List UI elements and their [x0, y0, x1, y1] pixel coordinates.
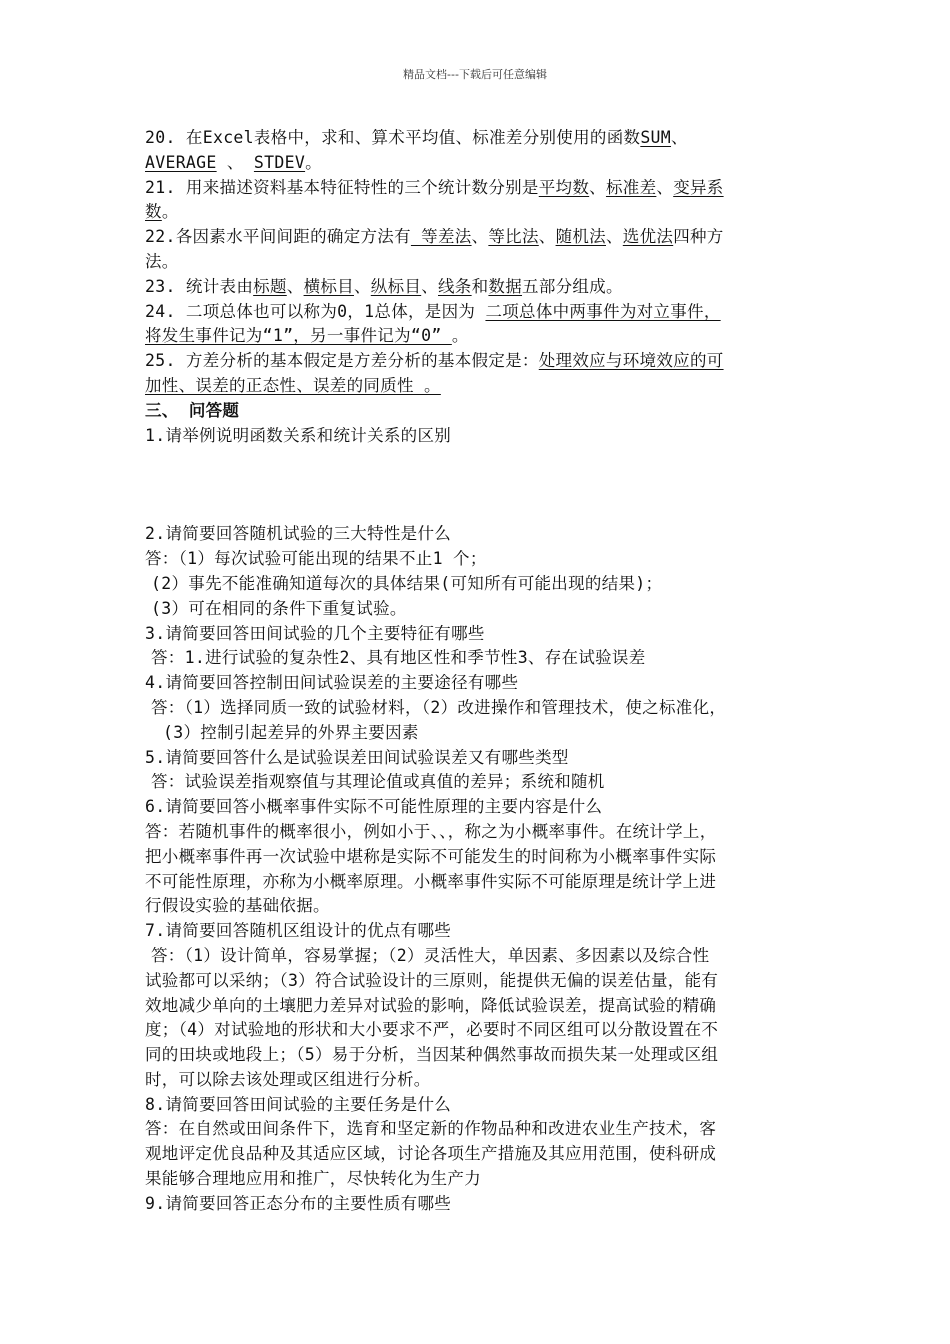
answer-underlined: 标题: [253, 276, 287, 296]
page-header: 精品文档---下载后可任意编辑: [403, 68, 547, 81]
answer-underlined: 线条: [438, 276, 472, 296]
answer-underlined: 随机法: [555, 227, 606, 247]
text-line: [145, 1068, 825, 1093]
text-span: 、: [286, 276, 304, 296]
text-line: [145, 622, 825, 647]
answer-underlined: 横标目: [303, 276, 354, 296]
text-line: [145, 572, 825, 597]
text-span: 。: [161, 202, 179, 222]
answer-underlined: AVERAGE: [145, 152, 217, 172]
text-span: 。: [305, 152, 322, 172]
text-span: 20. 在Excel表格中，求和、算术平均值、标准差分别使用的函数: [145, 128, 641, 147]
text-span: 答：（1）每次试验可能出现的结果不止1 个；: [145, 549, 487, 569]
text-line: [145, 944, 825, 969]
answer-underlined: 变异系: [673, 177, 724, 197]
text-span: 、: [353, 276, 371, 296]
text-line: [145, 919, 825, 944]
section-heading: [145, 399, 825, 424]
text-span: 答：试验误差指观察值与其理论值或真值的差异；系统和随机: [151, 772, 605, 792]
text-span: 、: [421, 276, 438, 296]
text-span: 效地减少单向的土壤肥力差异对试验的影响，降低试验误差，提高试验的精确: [145, 995, 717, 1015]
text-line: [145, 126, 825, 151]
text-span: 22.各因素水平间间距的确定方法有: [145, 227, 411, 247]
text-span: 24. 二项总体也可以称为0，1总体，是因为: [145, 301, 486, 321]
text-line: [145, 547, 825, 572]
text-line: [145, 1117, 825, 1142]
text-line: [145, 696, 825, 721]
text-line: [145, 597, 825, 622]
text-line: [145, 1142, 825, 1167]
text-span: 同的田块或地段上；（5）易于分析，当因某种偶然事故而损失某一处理或区组: [145, 1045, 719, 1065]
text-span: 行假设实验的基础依据。: [145, 896, 330, 916]
text-line: [145, 994, 825, 1019]
text-line: [145, 1167, 825, 1192]
text-span: 度；（4）对试验地的形状和大小要求不严，必要时不同区组可以分散设置在不: [145, 1020, 719, 1040]
text-line: [145, 1018, 825, 1043]
text-span: 和: [471, 276, 489, 296]
answer-underlined: 纵标目: [370, 276, 422, 296]
text-span: 果能够合理地应用和推广，尽快转化为生产力: [145, 1169, 481, 1189]
text-span: 21. 用来描述资料基本特征特性的三个统计数分别是: [145, 177, 539, 197]
text-line: [145, 1093, 825, 1118]
answer-underlined: 数: [145, 202, 162, 222]
text-span: 答：在自然或田间条件下，选育和坚定新的作物品种和改进农业生产技术，客: [145, 1119, 717, 1139]
text-line: [145, 770, 825, 795]
text-span: 法。: [145, 251, 179, 271]
answer-underlined: 等差法: [410, 227, 472, 247]
answer-underlined: 加性、误差的正态性、误差的同质性 。: [145, 375, 441, 395]
text-line: [145, 151, 825, 176]
text-line: [145, 746, 825, 771]
text-span: 8.请简要回答田间试验的主要任务是什么: [145, 1094, 452, 1114]
text-span: 、: [605, 227, 623, 247]
answer-underlined: 将发生事件记为“1”，另一事件记为“0”: [145, 326, 452, 346]
text-span: 7.请简要回答随机区组设计的优点有哪些: [145, 921, 452, 941]
text-span: 时，可以除去该处理或区组进行分析。: [145, 1069, 431, 1089]
document-body: [145, 126, 825, 1217]
text-span: (2）事先不能准确知道每次的具体结果(可知所有可能出现的结果)；: [151, 573, 663, 593]
answer-underlined: STDEV: [253, 152, 306, 172]
text-line: [145, 200, 825, 225]
text-span: 三、 问答题: [145, 400, 240, 420]
text-line: [145, 795, 825, 820]
text-span: 答：（1）设计简单，容易掌握；（2）灵活性大，单因素、多因素以及综合性: [151, 945, 710, 965]
text-line: [145, 671, 825, 696]
text-span: 、: [471, 227, 489, 247]
text-span: 3.请简要回答田间试验的几个主要特征有哪些: [145, 623, 485, 643]
text-line: [145, 349, 825, 374]
text-span: 试验都可以采纳；（3）符合试验设计的三原则，能提供无偏的误差估量，能有: [145, 970, 719, 990]
text-line: [145, 646, 825, 671]
text-line: [145, 300, 825, 325]
answer-underlined: SUM: [640, 128, 672, 147]
text-line: [145, 176, 825, 201]
text-span: 四种方: [673, 227, 724, 247]
text-line: [145, 275, 825, 300]
text-line: [145, 522, 825, 547]
text-line: [145, 969, 825, 994]
answer-underlined: 处理效应与环境效应的可: [538, 351, 724, 371]
text-line: [145, 1043, 825, 1068]
text-span: (3）可在相同的条件下重复试验。: [151, 598, 407, 618]
text-span: 9.请简要回答正态分布的主要性质有哪些: [145, 1193, 452, 1213]
answer-underlined: 平均数: [538, 177, 590, 197]
text-span: 6.请简要回答小概率事件实际不可能性原理的主要内容是什么: [145, 797, 603, 817]
text-span: 、: [589, 177, 606, 197]
text-span: 五部分组成。: [522, 276, 623, 296]
text-line: [145, 845, 825, 870]
text-line: [145, 374, 825, 399]
text-span: (3）控制引起差异的外界主要因素: [163, 722, 419, 742]
text-span: 答：1.进行试验的复杂性2、具有地区性和季节性3、存在试验误差: [151, 648, 646, 668]
text-span: 25. 方差分析的基本假定是方差分析的基本假定是：: [145, 351, 539, 371]
text-span: 观地评定优良品种及其适应区域，讨论各项生产措施及其应用范围，使科研成: [145, 1144, 717, 1164]
text-line: [145, 820, 825, 845]
text-span: 不可能性原理，亦称为小概率原理。小概率事件实际不可能原理是统计学上进: [145, 871, 717, 891]
text-line: [145, 894, 825, 919]
blank-space: [145, 448, 825, 522]
text-line: [145, 424, 825, 449]
text-span: 2.请简要回答随机试验的三大特性是什么: [145, 524, 452, 544]
text-line: [145, 721, 825, 746]
text-line: [145, 250, 825, 275]
text-span: 5.请简要回答什么是试验误差田间试验误差又有哪些类型: [145, 747, 569, 767]
text-line: [145, 225, 825, 250]
answer-underlined: 选优法: [622, 227, 674, 247]
text-span: 把小概率事件再一次试验中堪称是实际不可能发生的时间称为小概率事件实际: [145, 846, 717, 866]
text-span: 、: [671, 128, 688, 147]
text-span: 。: [451, 326, 469, 346]
answer-underlined: 标准差: [605, 177, 657, 197]
text-span: 23. 统计表由: [145, 276, 254, 296]
text-span: 1.请举例说明函数关系和统计关系的区别: [145, 425, 452, 445]
text-line: [145, 1192, 825, 1217]
answer-underlined: 二项总体中两事件为对立事件，: [485, 301, 721, 321]
answer-underlined: 等比法: [488, 227, 539, 247]
text-line: [145, 324, 825, 349]
text-span: 答：若随机事件的概率很小，例如小于、、，称之为小概率事件。在统计学上，: [145, 821, 717, 841]
text-span: 、: [538, 227, 556, 247]
text-line: [145, 870, 825, 895]
text-span: 答：（1）选择同质一致的试验材料，（2）改进操作和管理技术，使之标准化，: [151, 697, 727, 717]
text-span: 、: [656, 177, 674, 197]
answer-underlined: 数据: [488, 276, 523, 296]
text-span: 4.请简要回答控制田间试验误差的主要途径有哪些: [145, 673, 519, 693]
text-span: 、: [216, 152, 254, 172]
